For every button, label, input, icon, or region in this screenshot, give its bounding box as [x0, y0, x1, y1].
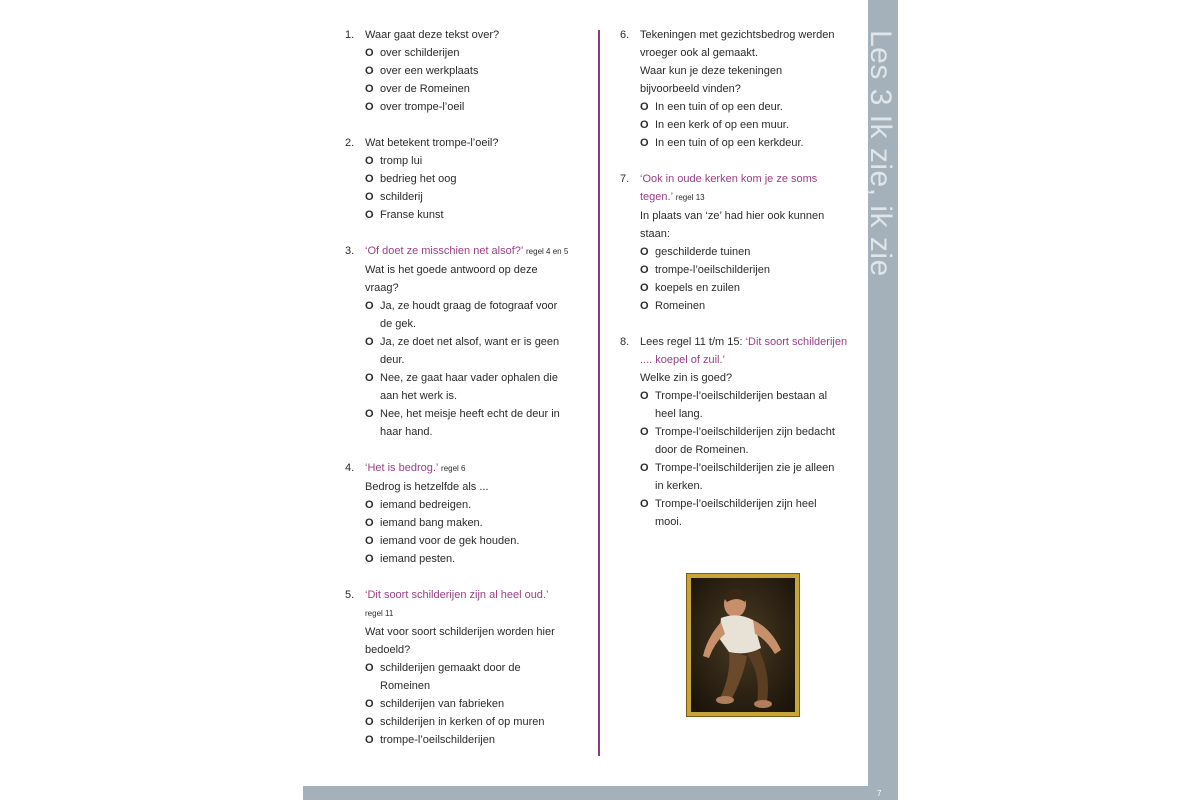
radio-circle-icon[interactable]: O [640, 426, 649, 438]
question-body [365, 26, 590, 116]
answer-options [365, 496, 590, 568]
option-text [655, 459, 865, 495]
option-text: iemand voor de gek houden. [380, 535, 520, 547]
answer-option[interactable] [365, 713, 590, 731]
option-text: iemand bang maken. [380, 517, 483, 529]
question-text: vroeger ook al gemaakt. [640, 47, 759, 59]
option-text: schilderijen in kerken of op muren [380, 716, 545, 728]
answer-option[interactable] [640, 279, 865, 297]
question-row [620, 170, 865, 315]
option-text-line: Ja, ze doet net alsof, want er is geen [380, 336, 560, 348]
option-text: trompe-l’oeilschilderijen [380, 734, 495, 746]
radio-circle-icon[interactable]: O [640, 101, 649, 113]
answer-option[interactable] [365, 496, 590, 514]
question-line [365, 623, 590, 641]
radio-circle-icon[interactable]: O [365, 499, 374, 511]
answer-option[interactable] [640, 297, 865, 315]
radio-circle-icon[interactable]: O [365, 101, 374, 113]
option-text-line: Trompe-l’oeilschilderijen zijn heel [655, 498, 817, 510]
bottom-bar [303, 786, 898, 800]
question-text: Waar kun je deze tekeningen [640, 65, 783, 77]
option-text: iemand pesten. [380, 553, 456, 565]
radio-circle-icon[interactable]: O [640, 282, 649, 294]
answer-option[interactable] [640, 387, 865, 423]
question-body [365, 242, 590, 441]
answer-option[interactable] [640, 116, 865, 134]
question-line [365, 26, 590, 44]
answer-option[interactable] [365, 550, 590, 568]
answer-option[interactable] [640, 261, 865, 279]
question-line [365, 604, 590, 623]
answer-option[interactable] [365, 297, 590, 333]
option-text-line: Romeinen [380, 680, 431, 692]
option-text [380, 333, 590, 369]
option-text-line: Nee, het meisje heeft echt de deur in [380, 408, 560, 420]
option-text-line: aan het werk is. [380, 390, 458, 402]
question-line [640, 170, 865, 188]
line-reference: regel 4 en 5 [526, 247, 569, 256]
question-text: bedoeld? [365, 644, 411, 656]
page-number: 7 [877, 789, 882, 798]
painting-image [691, 578, 795, 712]
radio-circle-icon[interactable]: O [640, 462, 649, 474]
question-text: Tekeningen met gezichtsbedrog werden [640, 29, 835, 41]
question-line [365, 279, 590, 297]
question-5 [345, 586, 590, 749]
option-text [655, 495, 865, 531]
answer-option[interactable] [365, 731, 590, 749]
option-text: trompe-l’oeilschilderijen [655, 264, 770, 276]
quoted-text: ‘Dit soort schilderijen zijn al heel oud.’ [365, 589, 549, 601]
question-line [365, 134, 590, 152]
radio-circle-icon[interactable]: O [365, 535, 374, 547]
answer-options [640, 98, 865, 152]
radio-circle-icon[interactable]: O [365, 553, 374, 565]
answer-option[interactable] [365, 206, 590, 224]
question-text: Welke zin is goed? [640, 372, 733, 384]
answer-option[interactable] [365, 695, 590, 713]
option-text: bedrieg het oog [380, 173, 457, 185]
question-text: bijvoorbeeld vinden? [640, 83, 741, 95]
answer-option[interactable] [365, 80, 590, 98]
option-text [655, 423, 865, 459]
quoted-text: ‘Dit soort schilderijen [745, 336, 848, 348]
answer-option[interactable] [640, 495, 865, 531]
option-text: iemand bedreigen. [380, 499, 472, 511]
answer-option[interactable] [365, 98, 590, 116]
radio-circle-icon[interactable]: O [640, 498, 649, 510]
question-body [365, 134, 590, 224]
radio-circle-icon[interactable]: O [640, 300, 649, 312]
answer-options [365, 44, 590, 116]
radio-circle-icon[interactable]: O [365, 372, 374, 384]
radio-circle-icon[interactable]: O [640, 119, 649, 131]
answer-option[interactable] [640, 459, 865, 495]
question-line [365, 641, 590, 659]
radio-circle-icon[interactable]: O [365, 698, 374, 710]
question-body [640, 170, 865, 315]
question-number: 2. [345, 137, 355, 149]
quoted-text: ‘Ook in oude kerken kom je ze soms [640, 173, 818, 185]
question-line [640, 333, 865, 351]
option-text-line: Trompe-l’oeilschilderijen zijn bedacht [655, 426, 835, 438]
answer-option[interactable] [365, 188, 590, 206]
question-2 [345, 134, 590, 224]
radio-circle-icon[interactable]: O [365, 47, 374, 59]
answer-options [365, 152, 590, 224]
question-line [640, 44, 865, 62]
radio-circle-icon[interactable]: O [365, 408, 374, 420]
question-text: Bedrog is hetzelfde als ... [365, 481, 489, 493]
option-text-line: door de Romeinen. [655, 444, 749, 456]
question-text: Wat betekent trompe-l’oeil? [365, 137, 499, 149]
option-text [655, 387, 865, 423]
option-text: koepels en zuilen [655, 282, 741, 294]
right-column [620, 26, 865, 549]
question-row [620, 333, 865, 531]
answer-options [365, 659, 590, 749]
question-line [365, 586, 590, 604]
option-text-line: mooi. [655, 516, 682, 528]
quoted-text: ‘Of doet ze misschien net alsof?’ [365, 245, 523, 257]
answer-option[interactable] [365, 62, 590, 80]
option-text [380, 659, 590, 695]
answer-option[interactable] [365, 532, 590, 550]
question-4 [345, 459, 590, 568]
trompe-loeil-painting [687, 574, 799, 716]
radio-circle-icon[interactable]: O [365, 65, 374, 77]
left-column [345, 26, 590, 767]
answer-option[interactable] [640, 243, 865, 261]
question-line [365, 261, 590, 279]
answer-option[interactable] [365, 659, 590, 695]
question-row [345, 242, 590, 441]
answer-options [640, 243, 865, 315]
question-line [365, 478, 590, 496]
quoted-text: tegen.’ [640, 191, 673, 203]
question-text: In plaats van ‘ze’ had hier ook kunnen [640, 210, 825, 222]
question-row [345, 459, 590, 568]
question-text: Wat voor soort schilderijen worden hier [365, 626, 555, 638]
question-text: staan: [640, 228, 670, 240]
question-line [640, 369, 865, 387]
option-text-line: Ja, ze houdt graag de fotograaf voor [380, 300, 558, 312]
question-text: Waar gaat deze tekst over? [365, 29, 500, 41]
question-body [365, 586, 590, 749]
option-text [380, 297, 590, 333]
option-text-line: deur. [380, 354, 405, 366]
lesson-title: Les 3 Ik zie, ik zie [864, 30, 897, 277]
question-text: vraag? [365, 282, 399, 294]
question-1 [345, 26, 590, 116]
question-line [640, 188, 865, 207]
option-text-line: Trompe-l’oeilschilderijen zie je alleen [655, 462, 835, 474]
radio-circle-icon[interactable]: O [365, 83, 374, 95]
question-row [345, 586, 590, 749]
radio-circle-icon[interactable]: O [365, 336, 374, 348]
question-text: Wat is het goede antwoord op deze [365, 264, 538, 276]
answer-option[interactable] [365, 333, 590, 369]
option-text: In een tuin of op een kerkdeur. [655, 137, 804, 149]
question-line [365, 459, 590, 478]
question-text: Lees regel 11 t/m 15: [640, 336, 746, 348]
radio-circle-icon[interactable]: O [365, 517, 374, 529]
line-reference: regel 13 [675, 193, 705, 202]
radio-circle-icon[interactable]: O [365, 173, 374, 185]
question-line [365, 242, 590, 261]
question-number: 6. [620, 29, 630, 41]
answer-option[interactable] [640, 98, 865, 116]
quoted-text: .... koepel of zuil.’ [640, 354, 725, 366]
option-text: tromp lui [380, 155, 423, 167]
question-6 [620, 26, 865, 152]
option-text: Franse kunst [380, 209, 444, 221]
option-text [380, 405, 590, 441]
radio-circle-icon[interactable]: O [365, 300, 374, 312]
option-text-line: heel lang. [655, 408, 703, 420]
option-text: over trompe-l’oeil [380, 101, 465, 113]
question-number: 1. [345, 29, 355, 41]
radio-circle-icon[interactable]: O [640, 137, 649, 149]
question-row [620, 26, 865, 152]
option-text: In een tuin of op een deur. [655, 101, 783, 113]
question-line [640, 62, 865, 80]
option-text: schilderij [380, 191, 423, 203]
question-line [640, 26, 865, 44]
option-text-line: Nee, ze gaat haar vader ophalen die [380, 372, 558, 384]
option-text: In een kerk of op een muur. [655, 119, 789, 131]
question-line [640, 351, 865, 369]
radio-circle-icon[interactable]: O [365, 155, 374, 167]
option-text-line: Trompe-l’oeilschilderijen bestaan al [655, 390, 828, 402]
option-text: Romeinen [655, 300, 706, 312]
question-line [640, 225, 865, 243]
line-reference: regel 6 [441, 464, 466, 473]
option-text: schilderijen van fabrieken [380, 698, 505, 710]
option-text [380, 369, 590, 405]
option-text-line: schilderijen gemaakt door de [380, 662, 521, 674]
answer-option[interactable] [365, 170, 590, 188]
question-number: 8. [620, 336, 630, 348]
radio-circle-icon[interactable]: O [365, 191, 374, 203]
option-text: over een werkplaats [380, 65, 479, 77]
radio-circle-icon[interactable]: O [365, 734, 374, 746]
question-line [640, 207, 865, 225]
option-text-line: in kerken. [655, 480, 703, 492]
question-body [365, 459, 590, 568]
question-number: 4. [345, 462, 355, 474]
question-body [640, 333, 865, 531]
question-row [345, 26, 590, 116]
radio-circle-icon[interactable]: O [365, 209, 374, 221]
option-text: over de Romeinen [380, 83, 470, 95]
radio-circle-icon[interactable]: O [640, 246, 649, 258]
answer-option[interactable] [365, 369, 590, 405]
option-text: over schilderijen [380, 47, 460, 59]
radio-circle-icon[interactable]: O [365, 716, 374, 728]
question-number: 5. [345, 589, 355, 601]
question-number: 3. [345, 245, 355, 257]
radio-circle-icon[interactable]: O [365, 662, 374, 674]
column-divider [598, 30, 600, 756]
radio-circle-icon[interactable]: O [640, 264, 649, 276]
question-3 [345, 242, 590, 441]
question-line [640, 80, 865, 98]
question-number: 7. [620, 173, 630, 185]
answer-option[interactable] [365, 514, 590, 532]
question-7 [620, 170, 865, 315]
answer-option[interactable] [365, 44, 590, 62]
option-text: geschilderde tuinen [655, 246, 751, 258]
answer-option[interactable] [365, 405, 590, 441]
answer-option[interactable] [640, 423, 865, 459]
question-8 [620, 333, 865, 531]
option-text-line: de gek. [380, 318, 417, 330]
answer-options [640, 387, 865, 531]
answer-options [365, 297, 590, 441]
answer-option[interactable] [640, 134, 865, 152]
question-row [345, 134, 590, 224]
question-body [640, 26, 865, 152]
line-reference: regel 11 [365, 609, 394, 618]
radio-circle-icon[interactable]: O [640, 390, 649, 402]
quoted-text: ‘Het is bedrog.’ [365, 462, 438, 474]
option-text-line: haar hand. [380, 426, 433, 438]
answer-option[interactable] [365, 152, 590, 170]
